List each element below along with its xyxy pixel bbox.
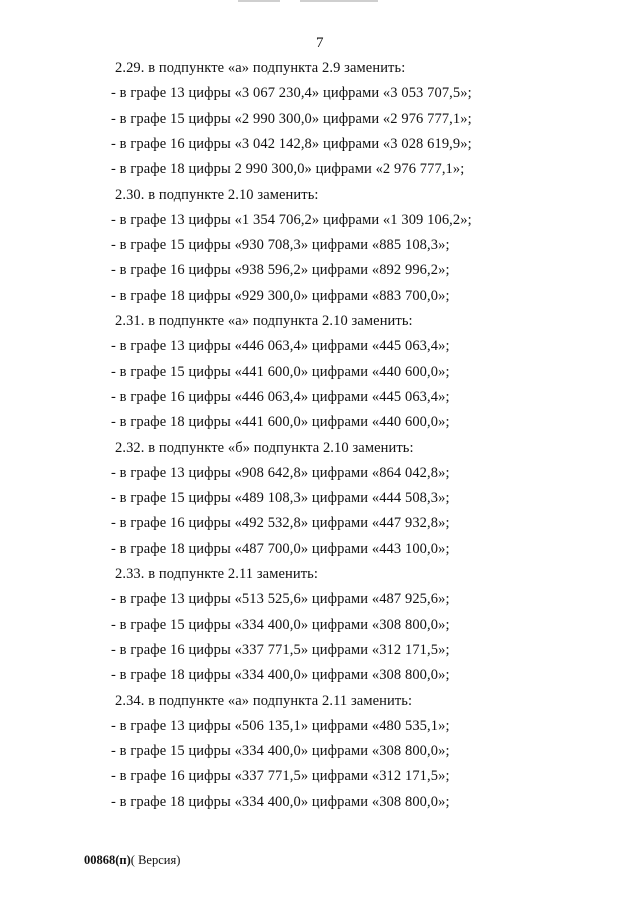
footer: [84, 853, 180, 868]
amendment-item: - в графе 18 цифры 2 990 300,0» цифрами «2 976 777,1»;: [111, 161, 465, 177]
amendment-item: - в графе 16 цифры «446 063,4» цифрами «445 063,4»;: [111, 389, 450, 405]
amendment-item: - в графе 13 цифры «506 135,1» цифрами «480 535,1»;: [111, 718, 450, 734]
amendment-item: - в графе 15 цифры «930 708,3» цифрами «885 108,3»;: [111, 237, 450, 253]
amendment-item: - в графе 18 цифры «441 600,0» цифрами «440 600,0»;: [111, 414, 450, 430]
section-heading: 2.31. в подпункте «а» подпункта 2.10 заменить:: [115, 313, 413, 329]
document-version: ( Версия): [130, 853, 181, 867]
amendment-item: - в графе 13 цифры «513 525,6» цифрами «487 925,6»;: [111, 591, 450, 607]
section-heading: 2.30. в подпункте 2.10 заменить:: [115, 187, 319, 203]
section-heading: 2.34. в подпункте «а» подпункта 2.11 заменить:: [115, 693, 413, 709]
amendment-item: - в графе 16 цифры «938 596,2» цифрами «892 996,2»;: [111, 262, 450, 278]
amendment-item: - в графе 15 цифры «2 990 300,0» цифрами «2 976 777,1»;: [111, 111, 472, 127]
amendment-item: - в графе 18 цифры «487 700,0» цифрами «443 100,0»;: [111, 541, 450, 557]
amendment-item: - в графе 16 цифры «492 532,8» цифрами «447 932,8»;: [111, 515, 450, 531]
amendment-item: - в графе 16 цифры «337 771,5» цифрами «312 171,5»;: [111, 768, 450, 784]
amendment-item: - в графе 16 цифры «3 042 142,8» цифрами «3 028 619,9»;: [111, 136, 472, 152]
amendment-item: - в графе 15 цифры «334 400,0» цифрами «308 800,0»;: [111, 743, 450, 759]
page-number: 7: [316, 35, 324, 51]
amendment-item: - в графе 18 цифры «334 400,0» цифрами «308 800,0»;: [111, 794, 450, 810]
document-code: 00868(п): [84, 853, 131, 867]
amendment-item: - в графе 15 цифры «441 600,0» цифрами «440 600,0»;: [111, 364, 450, 380]
amendment-item: - в графе 18 цифры «929 300,0» цифрами «883 700,0»;: [111, 288, 450, 304]
amendment-item: - в графе 16 цифры «337 771,5» цифрами «312 171,5»;: [111, 642, 450, 658]
section-heading: 2.32. в подпункте «б» подпункта 2.10 заменить:: [115, 440, 414, 456]
amendment-item: - в графе 13 цифры «3 067 230,4» цифрами «3 053 707,5»;: [111, 85, 472, 101]
amendment-item: - в графе 13 цифры «446 063,4» цифрами «445 063,4»;: [111, 338, 450, 354]
amendment-item: - в графе 13 цифры «1 354 706,2» цифрами «1 309 106,2»;: [111, 212, 472, 228]
amendment-item: - в графе 15 цифры «334 400,0» цифрами «308 800,0»;: [111, 617, 450, 633]
amendment-item: - в графе 15 цифры «489 108,3» цифрами «444 508,3»;: [111, 490, 450, 506]
section-heading: 2.29. в подпункте «а» подпункта 2.9 заменить:: [115, 60, 406, 76]
amendment-item: - в графе 18 цифры «334 400,0» цифрами «308 800,0»;: [111, 667, 450, 683]
section-heading: 2.33. в подпункте 2.11 заменить:: [115, 566, 319, 582]
amendment-item: - в графе 13 цифры «908 642,8» цифрами «864 042,8»;: [111, 465, 450, 481]
